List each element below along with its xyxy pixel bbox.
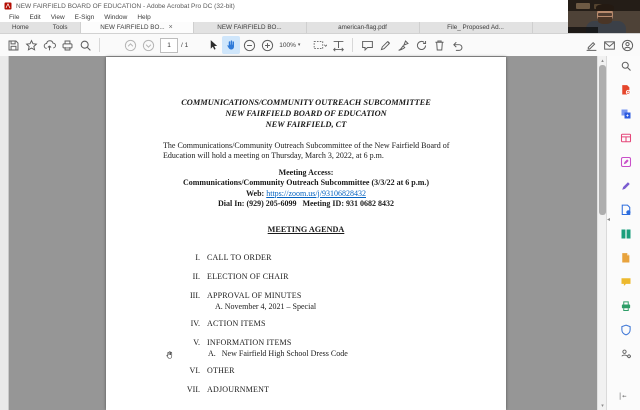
agenda-item-2: II. ELECTION OF CHAIR (192, 271, 289, 281)
tab-document-2[interactable] (193, 22, 306, 33)
esign-pen-button[interactable] (582, 36, 600, 54)
find-button[interactable] (76, 36, 94, 54)
doc-title-line-2: NEW FAIRFIELD BOARD OF EDUCATION (225, 109, 387, 118)
menu-bar (0, 12, 640, 22)
request-signatures-icon[interactable] (616, 203, 636, 216)
more-tools-icon[interactable] (616, 347, 636, 360)
agenda-item-1: I. CALL TO ORDER (195, 252, 272, 262)
scroll-up-icon[interactable]: ▴ (601, 57, 604, 64)
previous-page-button[interactable] (121, 36, 139, 54)
meeting-access-heading: Meeting Access: (278, 168, 334, 177)
agenda-heading: MEETING AGENDA (267, 224, 345, 234)
hand-cursor-icon (165, 347, 174, 365)
doc-title-line-3: NEW FAIRFIELD, CT (265, 120, 347, 129)
scroll-down-icon[interactable]: ▾ (601, 402, 604, 409)
sign-tool-button[interactable] (394, 36, 412, 54)
menu-window[interactable]: Window (104, 13, 128, 21)
delete-tool-button[interactable] (430, 36, 448, 54)
agenda-list (106, 253, 506, 395)
agenda-item-3: III. APPROVAL OF MINUTES (190, 290, 302, 300)
combine-files-icon[interactable] (616, 131, 636, 144)
share-upload-button[interactable] (40, 36, 58, 54)
zoom-out-button[interactable] (240, 36, 258, 54)
hand-tool-button[interactable] (222, 36, 240, 54)
print-button[interactable] (58, 36, 76, 54)
comment-icon[interactable] (616, 275, 636, 288)
doc-title (106, 97, 506, 130)
marquee-zoom-button[interactable] (311, 36, 329, 54)
protect-icon[interactable] (616, 323, 636, 336)
menu-help[interactable]: Help (137, 13, 151, 21)
tab-tools[interactable]: Tools (52, 24, 68, 31)
collapse-panel-icon[interactable]: ◂ (607, 217, 611, 223)
tab-label: NEW FAIRFIELD BO... (217, 24, 282, 31)
export-pdf-icon[interactable] (616, 83, 636, 96)
tab-label: NEW FAIRFIELD BO... (100, 24, 165, 31)
email-share-button[interactable] (600, 36, 618, 54)
doc-title-line-1: COMMUNICATIONS/COMMUNITY OUTREACH SUBCOMMITTEE (181, 98, 431, 107)
account-button[interactable] (618, 36, 636, 54)
fill-sign-icon[interactable] (616, 179, 636, 192)
tab-document-1[interactable] (80, 22, 193, 33)
collapse-toolbar-icon[interactable]: |← (618, 392, 627, 400)
tab-label: File_ Proposed Ad... (447, 24, 504, 31)
main-toolbar (0, 34, 640, 57)
tab-document-3[interactable] (306, 22, 419, 33)
chevron-down-icon: ▾ (297, 41, 301, 48)
zoom-level-select[interactable] (276, 42, 303, 49)
edit-pdf-icon[interactable] (616, 155, 636, 168)
close-tab-icon[interactable]: × (168, 24, 173, 31)
toolbar-divider (99, 38, 100, 52)
title-bar (0, 0, 640, 12)
webcam-name-label (568, 27, 598, 33)
agenda-item-7: VII. ADJOURNMENT (186, 384, 270, 394)
meeting-access-line: Communications/Community Outreach Subcommittee (3/3/22 at 6 p.m.) (182, 178, 430, 188)
menu-view[interactable]: View (50, 13, 65, 21)
document-area (0, 56, 640, 410)
toolbar-divider (352, 38, 353, 52)
window-title: NEW FAIRFIELD BOARD OF EDUCATION - Adobe Acrobat Pro DC (32-bit) (16, 2, 235, 10)
dial-in-line: Dial In: (929) 205-6099 Meeting ID: 931 0682 8432 (218, 199, 394, 209)
left-panel-strip[interactable] (0, 56, 9, 410)
save-button[interactable] (4, 36, 22, 54)
menu-file[interactable]: File (9, 13, 20, 21)
meeting-access-block (106, 168, 506, 210)
selection-tool-button[interactable] (204, 36, 222, 54)
fit-width-button[interactable] (329, 36, 347, 54)
agenda-item-4: IV. ACTION ITEMS (190, 318, 266, 328)
webcam-overlay[interactable] (568, 0, 640, 33)
scrollbar-thumb[interactable] (599, 65, 606, 215)
menu-esign[interactable]: E-Sign (74, 13, 95, 21)
comment-tool-button[interactable] (358, 36, 376, 54)
tab-home[interactable]: Home (12, 24, 29, 31)
rotate-tool-button[interactable] (412, 36, 430, 54)
agenda-item-5: V. INFORMATION ITEMS (193, 337, 292, 347)
agenda-item-3-sub: A. November 4, 2021 – Special (215, 301, 317, 311)
create-pdf-icon[interactable] (616, 107, 636, 120)
next-page-button[interactable] (139, 36, 157, 54)
agenda-item-6: VI. OTHER (189, 365, 235, 375)
search-tools-icon[interactable] (616, 59, 636, 72)
doc-intro-line-1: The Communications/Community Outreach Subcommittee of the New Fairfield Board of (163, 141, 450, 150)
web-label: Web: (245, 188, 265, 198)
pdf-page (106, 57, 506, 410)
print-production-icon[interactable] (616, 299, 636, 312)
zoom-in-button[interactable] (258, 36, 276, 54)
tab-document-4[interactable] (419, 22, 533, 33)
tab-label: american-flag.pdf (338, 24, 387, 31)
doc-intro (163, 141, 451, 161)
undo-button[interactable] (448, 36, 466, 54)
page-count-label: / 1 (181, 41, 189, 49)
zoom-level-value: 100% (279, 41, 296, 49)
tab-bar (0, 22, 640, 34)
star-favorite-button[interactable] (22, 36, 40, 54)
enhance-scans-icon[interactable] (616, 251, 636, 264)
doc-intro-line-2: Education will hold a meeting on Thursday, March 3, 2022, at 6 p.m. (163, 151, 384, 160)
zoom-meeting-link[interactable]: https://zoom.us/j/93106828432 (266, 188, 366, 198)
tools-panel (606, 56, 640, 410)
page-number-input[interactable]: 1 (160, 38, 178, 53)
organize-pages-icon[interactable] (616, 227, 636, 240)
menu-edit[interactable]: Edit (29, 13, 41, 21)
highlight-tool-button[interactable] (376, 36, 394, 54)
agenda-item-5-sub: A. New Fairfield High School Dress Code (208, 348, 348, 358)
